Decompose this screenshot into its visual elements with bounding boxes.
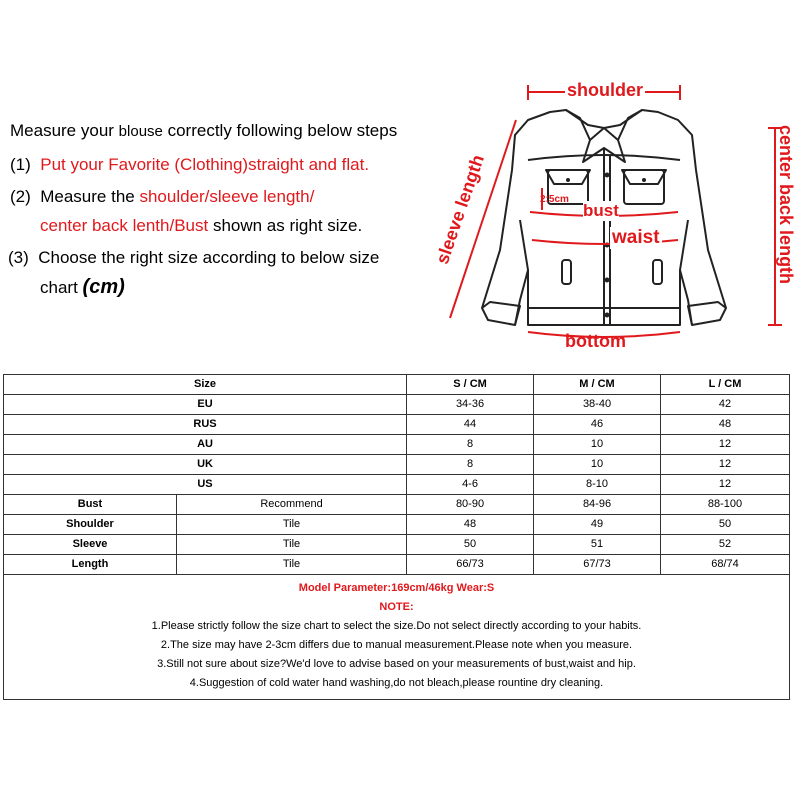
cell-s: 8 xyxy=(407,435,534,455)
notes-row xyxy=(4,575,790,700)
table-row xyxy=(4,395,790,415)
label-bottom: bottom xyxy=(565,331,626,351)
step-3-continued xyxy=(40,276,125,299)
cell-type: Tile xyxy=(177,555,407,575)
table-row xyxy=(4,495,790,515)
cell-m: 8-10 xyxy=(534,475,661,495)
step-2-number: (2) xyxy=(10,187,31,206)
table-row xyxy=(4,435,790,455)
cell-m: 84-96 xyxy=(534,495,661,515)
row-label: Sleeve xyxy=(4,535,177,555)
cell-l: 68/74 xyxy=(661,555,790,575)
cell-l: 48 xyxy=(661,415,790,435)
note-item: 3.Still not sure about size?We'd love to advise based on your measurements of bust,waist and hip. xyxy=(157,658,636,670)
label-shoulder: shoulder xyxy=(567,80,644,100)
step-3-number: (3) xyxy=(8,248,29,267)
cell-m: 38-40 xyxy=(534,395,661,415)
cell-m: 10 xyxy=(534,455,661,475)
step-1 xyxy=(10,155,369,175)
notes-cell xyxy=(4,575,790,700)
cell-s: 48 xyxy=(407,515,534,535)
step-3 xyxy=(8,248,379,268)
jacket-measurement-diagram xyxy=(420,70,800,360)
label-waist: waist xyxy=(612,227,660,248)
cell-m: 10 xyxy=(534,435,661,455)
row-label: AU xyxy=(4,435,407,455)
step-3-text-end: chart xyxy=(40,278,83,297)
label-sleeve-length: sleeve length xyxy=(432,152,489,267)
cell-s: 50 xyxy=(407,535,534,555)
cell-s: 34-36 xyxy=(407,395,534,415)
cell-type: Tile xyxy=(177,535,407,555)
header-m: M / CM xyxy=(534,375,661,395)
table-row xyxy=(4,475,790,495)
table-row xyxy=(4,415,790,435)
step-2 xyxy=(10,187,314,207)
title-text: Measure your xyxy=(10,121,119,140)
cell-s: 80-90 xyxy=(407,495,534,515)
row-label: RUS xyxy=(4,415,407,435)
header-l: L / CM xyxy=(661,375,790,395)
cell-s: 4-6 xyxy=(407,475,534,495)
cell-s: 44 xyxy=(407,415,534,435)
row-label: Shoulder xyxy=(4,515,177,535)
cell-s: 8 xyxy=(407,455,534,475)
cell-l: 12 xyxy=(661,435,790,455)
table-header-row xyxy=(4,375,790,395)
label-offset: 2:5cm xyxy=(540,194,569,205)
cell-s: 66/73 xyxy=(407,555,534,575)
table-row xyxy=(4,455,790,475)
table-row xyxy=(4,515,790,535)
cell-l: 52 xyxy=(661,535,790,555)
label-bust: bust xyxy=(583,201,619,220)
step-1-text: Put your Favorite (Clothing)straight and flat. xyxy=(40,155,370,174)
table-row xyxy=(4,555,790,575)
note-item: 4.Suggestion of cold water hand washing,do not bleach,please rountine dry cleaning. xyxy=(189,677,604,689)
size-chart-table xyxy=(3,374,790,700)
cell-l: 88-100 xyxy=(661,495,790,515)
instructions-title xyxy=(10,121,397,141)
header-s: S / CM xyxy=(407,375,534,395)
cell-l: 12 xyxy=(661,455,790,475)
table-row xyxy=(4,535,790,555)
step-2-text: Measure the xyxy=(40,187,140,206)
header-size: Size xyxy=(4,375,407,395)
model-parameter: Model Parameter:169cm/46kg Wear:S xyxy=(298,582,495,594)
step-2-highlight-1: shoulder/sleeve length/ xyxy=(139,187,315,206)
cell-l: 12 xyxy=(661,475,790,495)
cell-m: 67/73 xyxy=(534,555,661,575)
row-label: Bust xyxy=(4,495,177,515)
row-label: US xyxy=(4,475,407,495)
step-3-text: Choose the right size according to below size xyxy=(38,248,380,267)
title-text-end: correctly following below steps xyxy=(162,121,398,140)
cell-l: 50 xyxy=(661,515,790,535)
note-item: 1.Please strictly follow the size chart to select the size.Do not select directly according to your habits. xyxy=(151,620,642,632)
step-1-number: (1) xyxy=(10,155,31,174)
step-2-continued xyxy=(40,216,362,236)
row-label: UK xyxy=(4,455,407,475)
step-2-highlight-2: center back lenth/Bust xyxy=(40,216,209,235)
note-title: NOTE: xyxy=(379,601,414,613)
label-center-back-length: center back length xyxy=(776,125,796,285)
cell-type: Recommend xyxy=(177,495,407,515)
row-label: Length xyxy=(4,555,177,575)
cell-type: Tile xyxy=(177,515,407,535)
note-item: 2.The size may have 2-3cm differs due to manual measurement.Please note when you measure. xyxy=(160,639,633,651)
cell-m: 51 xyxy=(534,535,661,555)
measure-instructions xyxy=(0,0,450,340)
unit-label: (cm) xyxy=(82,276,125,298)
title-garment: blouse xyxy=(118,123,163,140)
cell-m: 46 xyxy=(534,415,661,435)
cell-m: 49 xyxy=(534,515,661,535)
cell-l: 42 xyxy=(661,395,790,415)
step-2-text-end: shown as right size. xyxy=(208,216,363,235)
row-label: EU xyxy=(4,395,407,415)
